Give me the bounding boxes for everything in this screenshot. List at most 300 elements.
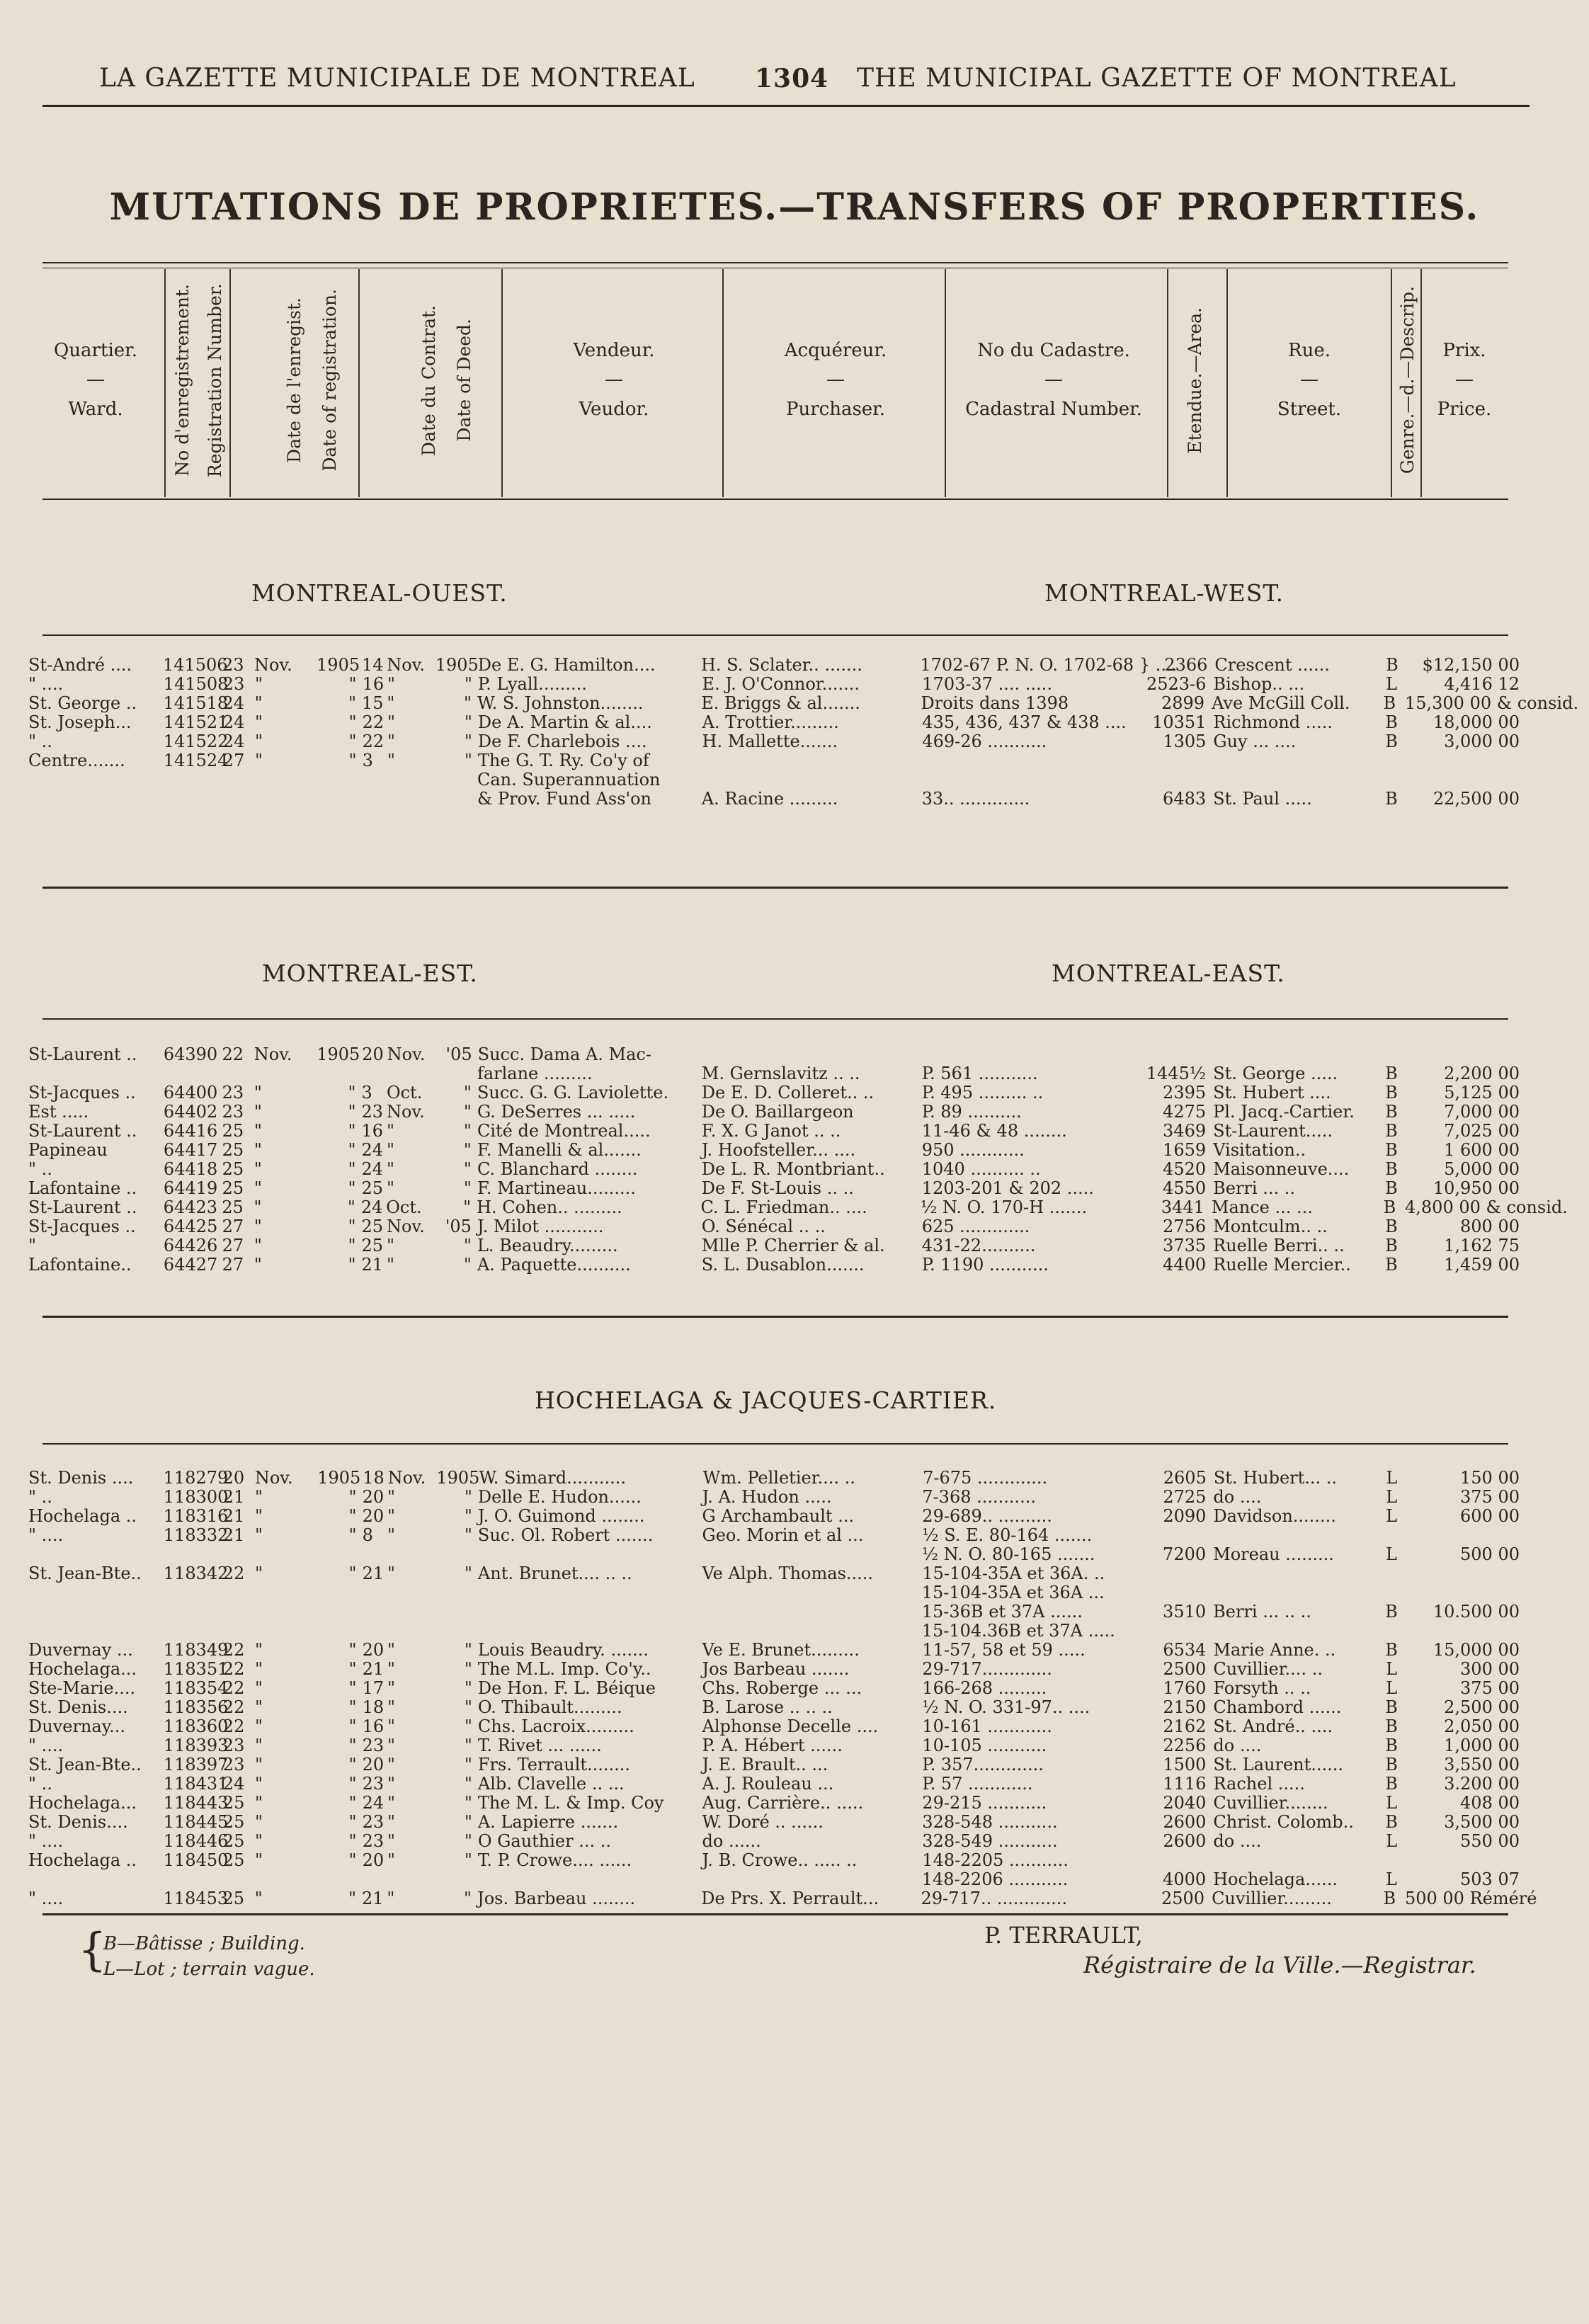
street-cell: St. George ..... bbox=[1213, 1064, 1338, 1083]
purchaser-cell: E. J. O'Connor....... bbox=[702, 674, 860, 694]
deed-day: 25 bbox=[361, 1217, 384, 1236]
reg-year bbox=[317, 1622, 358, 1641]
deed-month: " bbox=[387, 1487, 395, 1507]
cadastre-cell bbox=[919, 1045, 1144, 1064]
purchaser-cell: De Prs. X. Perrault... bbox=[701, 1889, 879, 1908]
vendor-cell: Louis Beaudry. ....... bbox=[477, 1640, 649, 1660]
section-heading-en: MONTREAL-EAST. bbox=[1052, 959, 1285, 987]
table-row bbox=[28, 1717, 1522, 1736]
table-row bbox=[28, 1622, 1522, 1641]
cadastre-cell: 10-105 ........... bbox=[922, 1736, 1047, 1755]
reg-year: " bbox=[348, 1563, 357, 1583]
table-row bbox=[28, 1103, 1522, 1122]
area-cell bbox=[1144, 1851, 1209, 1870]
ward-cell bbox=[28, 1870, 161, 1889]
ward-cell: St. Jean-Bte.. bbox=[28, 1563, 142, 1583]
price-cell bbox=[1407, 1045, 1522, 1064]
table-row bbox=[28, 790, 1522, 809]
deed-day bbox=[359, 1870, 387, 1889]
kind-cell: B bbox=[1385, 1774, 1398, 1794]
reg-day: 22 bbox=[222, 1697, 245, 1717]
price-cell: 550 00 bbox=[1460, 1831, 1520, 1851]
table-row bbox=[28, 1217, 1522, 1236]
purchaser-cell: De E. D. Colleret.. .. bbox=[701, 1083, 875, 1103]
reg-year: " bbox=[348, 1774, 357, 1794]
deed-day: 16 bbox=[362, 674, 385, 694]
deed-year: " bbox=[463, 1197, 472, 1217]
table-row bbox=[28, 1141, 1522, 1160]
reg-day: 24 bbox=[222, 731, 245, 751]
registration-number: 118431 bbox=[163, 1774, 229, 1794]
reg-day: 23 bbox=[222, 655, 244, 675]
reg-year: " bbox=[347, 1197, 355, 1217]
street-cell: Rachel ..... bbox=[1213, 1774, 1305, 1794]
kind-cell: B bbox=[1385, 1602, 1398, 1622]
reg-day bbox=[220, 1602, 254, 1622]
vendor-cell bbox=[474, 1602, 699, 1622]
reg-day: 22 bbox=[222, 1716, 245, 1736]
deed-year: " bbox=[464, 674, 472, 694]
registration-number: 118354 bbox=[163, 1678, 229, 1698]
deed-day bbox=[359, 1583, 387, 1602]
vendor-cell: Delle E. Hudon...... bbox=[477, 1487, 642, 1507]
vendor-cell: T. P. Crowe.... ...... bbox=[477, 1850, 632, 1870]
deed-day bbox=[359, 1602, 387, 1622]
reg-month bbox=[254, 770, 317, 790]
price-cell: 1,162 75 bbox=[1444, 1236, 1520, 1255]
kind-cell: B bbox=[1383, 693, 1396, 713]
registration-number: 118342 bbox=[163, 1563, 229, 1583]
vendor-cell: Suc. Ol. Robert ....... bbox=[477, 1525, 654, 1545]
vendor-cell: C. Blanchard ........ bbox=[477, 1159, 638, 1179]
reg-month: " bbox=[254, 1102, 262, 1122]
ward-cell: St. Denis.... bbox=[28, 1812, 128, 1832]
purchaser-cell bbox=[700, 751, 920, 770]
vendor-cell: & Prov. Fund Ass'on bbox=[477, 789, 652, 809]
ward-cell: " .. bbox=[28, 1159, 52, 1179]
area-cell: 2756 bbox=[1163, 1217, 1207, 1236]
purchaser-cell bbox=[699, 1583, 919, 1602]
kind-cell: B bbox=[1385, 1140, 1398, 1160]
ward-cell: St. George .. bbox=[28, 693, 137, 713]
registration-number bbox=[161, 1545, 220, 1564]
kind-cell bbox=[1376, 1622, 1406, 1641]
reg-year: " bbox=[348, 1506, 357, 1526]
price-cell: 4,800 00 & consid. bbox=[1405, 1197, 1568, 1217]
vendor-cell: Ant. Brunet.... .. .. bbox=[477, 1563, 632, 1583]
kind-cell: B bbox=[1385, 1083, 1398, 1103]
deed-month bbox=[387, 1602, 435, 1622]
deed-month: " bbox=[387, 1755, 395, 1775]
area-cell: 3735 bbox=[1163, 1236, 1207, 1255]
reg-year: " bbox=[348, 1121, 356, 1141]
vendor-cell bbox=[474, 1545, 699, 1564]
deed-month: " bbox=[386, 1255, 394, 1275]
registration-number: 141524 bbox=[163, 751, 229, 770]
vendor-cell: P. Lyall......... bbox=[477, 674, 587, 694]
ward-cell: St. Jean-Bte.. bbox=[28, 1755, 142, 1775]
table-row bbox=[28, 675, 1522, 694]
street-cell: Moreau ......... bbox=[1213, 1544, 1334, 1564]
reg-year: " bbox=[348, 751, 357, 770]
col-price: Prix. — Price. bbox=[1437, 339, 1492, 420]
reg-month: " bbox=[254, 1255, 262, 1275]
table-row bbox=[28, 1160, 1522, 1179]
reg-day: 27 bbox=[222, 1255, 244, 1275]
section-heading: HOCHELAGA & JACQUES-CARTIER. bbox=[535, 1386, 997, 1414]
ward-cell: Centre....... bbox=[28, 751, 125, 770]
ward-cell: St-Jacques .. bbox=[28, 1083, 136, 1103]
table-row bbox=[28, 1507, 1522, 1526]
deed-day: 23 bbox=[362, 1774, 385, 1794]
area-cell: 2395 bbox=[1163, 1083, 1207, 1103]
street-cell: St. Hubert .... bbox=[1213, 1083, 1331, 1103]
kind-cell: B bbox=[1385, 1755, 1398, 1775]
street-cell: Forsyth .. .. bbox=[1213, 1678, 1311, 1698]
deed-year: " bbox=[464, 1850, 472, 1870]
ward-cell: Duvernay... bbox=[28, 1716, 125, 1736]
kind-cell: B bbox=[1385, 731, 1398, 751]
running-header-left: LA GAZETTE MUNICIPALE DE MONTREAL bbox=[99, 64, 695, 93]
deed-month: Nov. bbox=[387, 1044, 426, 1064]
deed-month bbox=[387, 1622, 435, 1641]
vendor-cell: De Hon. F. L. Béique bbox=[477, 1678, 656, 1698]
price-cell: 150 00 bbox=[1460, 1468, 1520, 1488]
table-row bbox=[28, 1583, 1522, 1602]
reg-day: 27 bbox=[222, 1217, 244, 1236]
reg-day: 25 bbox=[222, 1121, 244, 1141]
reg-month: " bbox=[255, 731, 263, 751]
registration-number: 141522 bbox=[163, 731, 229, 751]
reg-month bbox=[254, 1870, 317, 1889]
deed-year: " bbox=[463, 1236, 472, 1255]
cadastre-cell: 15-36B et 37A ...... bbox=[921, 1602, 1083, 1622]
deed-month bbox=[387, 1545, 435, 1564]
vendor-cell: The M. L. & Imp. Coy bbox=[477, 1793, 664, 1813]
street-cell: Hochelaga...... bbox=[1213, 1869, 1338, 1889]
deed-month bbox=[387, 1870, 435, 1889]
deed-year: 1905 bbox=[435, 655, 479, 675]
reg-day: 25 bbox=[222, 1178, 244, 1198]
deed-day: 22 bbox=[362, 712, 385, 732]
cadastre-cell: 625 ............. bbox=[921, 1217, 1030, 1236]
running-header-right: THE MUNICIPAL GAZETTE OF MONTREAL bbox=[857, 64, 1457, 93]
price-cell: 3,000 00 bbox=[1444, 731, 1520, 751]
area-cell: 2500 bbox=[1163, 1659, 1207, 1679]
deed-month bbox=[387, 1583, 435, 1602]
vendor-cell: F. Martineau......... bbox=[477, 1178, 636, 1198]
reg-month: " bbox=[255, 1755, 263, 1775]
deed-year: " bbox=[463, 1159, 472, 1179]
kind-cell: L bbox=[1386, 1678, 1398, 1698]
deed-day: 8 bbox=[362, 1525, 373, 1545]
purchaser-cell: P. A. Hébert ...... bbox=[702, 1736, 843, 1755]
reg-month: " bbox=[255, 1506, 263, 1526]
registration-number: 64402 bbox=[163, 1102, 218, 1122]
deed-year: " bbox=[464, 1831, 472, 1851]
purchaser-cell bbox=[699, 1870, 919, 1889]
deed-year: " bbox=[463, 1102, 472, 1122]
street-cell bbox=[1209, 1583, 1376, 1602]
reg-month: " bbox=[255, 1525, 263, 1545]
cadastre-cell: 328-548 ........... bbox=[922, 1812, 1058, 1832]
reg-month: " bbox=[254, 693, 263, 713]
reg-month: Nov. bbox=[254, 655, 292, 675]
reg-day: 22 bbox=[222, 1678, 245, 1698]
deed-month: " bbox=[387, 1563, 395, 1583]
reg-year: " bbox=[348, 1102, 356, 1122]
registration-number: 64423 bbox=[163, 1197, 218, 1217]
kind-cell: B bbox=[1385, 1064, 1398, 1083]
table-row bbox=[28, 770, 1522, 790]
purchaser-cell: Aug. Carrière.. ..... bbox=[702, 1793, 864, 1813]
street-cell bbox=[1209, 770, 1376, 790]
col-reg-en: Registration Number. bbox=[204, 283, 225, 478]
cadastre-cell: 33.. ............. bbox=[921, 789, 1030, 809]
reg-day: 24 bbox=[222, 712, 245, 732]
deed-year: " bbox=[463, 1178, 472, 1198]
reg-day: 25 bbox=[222, 1831, 245, 1851]
kind-cell bbox=[1376, 1583, 1406, 1602]
page-title: MUTATIONS DE PROPRIETES.—TRANSFERS OF PROPERTIES. bbox=[109, 186, 1480, 229]
street-cell: Marie Anne. .. bbox=[1213, 1640, 1336, 1660]
header-col-rule bbox=[1167, 269, 1168, 497]
registration-number: 118279 bbox=[163, 1468, 229, 1488]
signer-name: P. TERRAULT, bbox=[984, 1922, 1143, 1949]
street-cell: do .... bbox=[1213, 1487, 1262, 1507]
registration-number: 118349 bbox=[163, 1640, 229, 1660]
purchaser-cell: S. L. Dusablon....... bbox=[701, 1255, 865, 1275]
vendor-cell: G. DeSerres ... ..... bbox=[477, 1102, 636, 1122]
ward-cell: Est ..... bbox=[28, 1102, 89, 1122]
cadastre-cell: 469-26 ........... bbox=[922, 731, 1047, 751]
purchaser-cell: Jos Barbeau ....... bbox=[702, 1659, 850, 1679]
reg-day: 25 bbox=[222, 1793, 245, 1813]
reg-year bbox=[317, 1545, 358, 1564]
table-row bbox=[28, 732, 1522, 751]
reg-day: 27 bbox=[222, 1236, 244, 1255]
purchaser-cell bbox=[699, 1602, 919, 1622]
reg-year: " bbox=[348, 1640, 357, 1660]
purchaser-cell: O. Sénécal .. .. bbox=[701, 1217, 826, 1236]
registration-number: 64390 bbox=[163, 1044, 218, 1064]
deed-day: 24 bbox=[361, 1159, 384, 1179]
table-row bbox=[28, 1660, 1522, 1679]
col-purchaser: Acquéreur. — Purchaser. bbox=[784, 339, 887, 420]
deed-year: " bbox=[464, 1525, 472, 1545]
reg-year bbox=[317, 770, 358, 790]
deed-year: " bbox=[464, 1678, 472, 1698]
area-cell: 1760 bbox=[1163, 1678, 1207, 1698]
registration-number: 118445 bbox=[163, 1812, 229, 1832]
price-cell: 375 00 bbox=[1460, 1487, 1520, 1507]
cadastre-cell: P. 495 ......... .. bbox=[921, 1083, 1044, 1103]
street-cell: Pl. Jacq.-Cartier. bbox=[1213, 1102, 1355, 1122]
deed-month: " bbox=[387, 1640, 395, 1660]
ward-cell: " .... bbox=[28, 1525, 64, 1545]
reg-year: " bbox=[348, 731, 357, 751]
area-cell: 4275 bbox=[1163, 1102, 1207, 1122]
vendor-cell bbox=[474, 1870, 699, 1889]
street-cell: Berri ... .. bbox=[1213, 1178, 1295, 1198]
deed-month: " bbox=[387, 731, 395, 751]
registration-number: 118332 bbox=[163, 1525, 229, 1545]
deed-year: " bbox=[464, 1812, 472, 1832]
kind-cell bbox=[1376, 1851, 1406, 1870]
ward-cell: St-Laurent .. bbox=[28, 1044, 137, 1064]
table-row bbox=[28, 1775, 1522, 1794]
vendor-cell: farlane ......... bbox=[477, 1064, 593, 1083]
cadastre-cell: 29-215 ........... bbox=[922, 1793, 1047, 1813]
deed-year: " bbox=[464, 1889, 472, 1908]
reg-year: " bbox=[348, 1487, 357, 1507]
reg-day: 25 bbox=[222, 1159, 244, 1179]
price-cell: 10.500 00 bbox=[1433, 1602, 1520, 1622]
price-cell: 18,000 00 bbox=[1433, 712, 1520, 732]
deed-day: 20 bbox=[362, 1487, 385, 1507]
ward-cell bbox=[28, 1583, 161, 1602]
reg-day: 25 bbox=[222, 1197, 244, 1217]
header-bottom-rule bbox=[42, 499, 1508, 500]
reg-month: " bbox=[255, 712, 263, 732]
kind-cell: B bbox=[1383, 1197, 1396, 1217]
deed-year: " bbox=[463, 1121, 472, 1141]
kind-cell: L bbox=[1386, 1468, 1398, 1488]
header-col-rule bbox=[358, 269, 360, 497]
header-col-rule bbox=[1226, 269, 1228, 497]
cadastre-cell: 11-57, 58 et 59 ..... bbox=[922, 1640, 1086, 1660]
kind-cell: B bbox=[1385, 1217, 1398, 1236]
area-cell: 2523-6 bbox=[1146, 674, 1207, 694]
deed-year bbox=[435, 1870, 474, 1889]
area-cell: 2725 bbox=[1163, 1487, 1207, 1507]
reg-day: 22 bbox=[222, 1563, 245, 1583]
reg-month: " bbox=[255, 1563, 263, 1583]
reg-month: " bbox=[255, 1793, 263, 1813]
deed-month bbox=[387, 1064, 435, 1083]
reg-day bbox=[220, 1870, 254, 1889]
purchaser-cell: Ve Alph. Thomas..... bbox=[702, 1563, 874, 1583]
purchaser-cell: B. Larose .. .. .. bbox=[702, 1697, 833, 1717]
cadastre-cell: 166-268 ......... bbox=[922, 1678, 1047, 1698]
transfers-table-hochelaga bbox=[28, 1468, 1537, 1908]
reg-month: " bbox=[255, 1487, 263, 1507]
cadastre-cell: ½ S. E. 80-164 ....... bbox=[922, 1525, 1093, 1545]
deed-year bbox=[435, 790, 474, 809]
cadastre-cell: 11-46 & 48 ........ bbox=[921, 1121, 1067, 1141]
vendor-cell: F. Manelli & al....... bbox=[477, 1140, 642, 1160]
area-cell: 2366 bbox=[1164, 655, 1208, 675]
reg-year bbox=[317, 1583, 358, 1602]
purchaser-cell: Geo. Morin et al ... bbox=[702, 1525, 864, 1545]
price-cell: 1 600 00 bbox=[1444, 1140, 1520, 1160]
purchaser-cell: De F. St-Louis .. .. bbox=[701, 1178, 854, 1198]
street-cell: St. Hubert... .. bbox=[1213, 1468, 1338, 1488]
deed-day: 20 bbox=[362, 1850, 385, 1870]
reg-month: " bbox=[255, 1831, 263, 1851]
deed-month: " bbox=[387, 1850, 395, 1870]
ward-cell: Hochelaga .. bbox=[28, 1506, 137, 1526]
purchaser-cell: De L. R. Montbriant.. bbox=[701, 1159, 885, 1179]
kind-cell: L bbox=[1386, 1487, 1398, 1507]
street-cell: Crescent ...... bbox=[1214, 655, 1330, 675]
reg-day bbox=[220, 1583, 254, 1602]
price-cell: 3.200 00 bbox=[1444, 1774, 1520, 1794]
vendor-cell bbox=[474, 1583, 699, 1602]
reg-month: " bbox=[254, 1159, 262, 1179]
cadastre-cell: 950 ............ bbox=[921, 1140, 1025, 1160]
reg-month: " bbox=[254, 1236, 262, 1255]
cadastre-cell: P. 357............. bbox=[922, 1755, 1044, 1775]
header-col-rule bbox=[1391, 269, 1392, 497]
vendor-cell: Cité de Montreal..... bbox=[477, 1121, 651, 1141]
registration-number: 64426 bbox=[163, 1236, 218, 1255]
cadastre-cell bbox=[919, 751, 1144, 770]
signer-role: Régistraire de la Ville.—Registrar. bbox=[1083, 1952, 1476, 1978]
col-kind: Genre.—d.—Descrip. bbox=[1396, 286, 1418, 474]
deed-year bbox=[435, 1622, 474, 1641]
deed-day: 21 bbox=[362, 1659, 385, 1679]
registration-number: 141521 bbox=[163, 712, 229, 732]
cadastre-cell: 15-104-35A et 36A ... bbox=[921, 1583, 1105, 1602]
ward-cell: " .. bbox=[28, 1774, 52, 1794]
reg-month: " bbox=[255, 674, 263, 694]
street-cell: Maisonneuve.... bbox=[1213, 1159, 1350, 1179]
table-row bbox=[28, 1469, 1522, 1488]
deed-month: " bbox=[387, 1793, 395, 1813]
table-row bbox=[28, 1064, 1522, 1083]
reg-month: " bbox=[254, 1197, 262, 1217]
price-cell bbox=[1407, 1622, 1522, 1641]
reg-year bbox=[317, 1870, 358, 1889]
kind-cell: B bbox=[1385, 1716, 1398, 1736]
reg-day: 25 bbox=[222, 1812, 245, 1832]
registration-number: 118356 bbox=[163, 1697, 229, 1717]
registration-number bbox=[161, 770, 220, 790]
deed-day: 21 bbox=[361, 1255, 384, 1275]
kind-cell: B bbox=[1385, 1236, 1398, 1255]
col-deed-fr: Date du Contrat. bbox=[418, 304, 439, 456]
registration-number: 64416 bbox=[163, 1121, 218, 1141]
registration-number bbox=[161, 1870, 220, 1889]
table-row bbox=[28, 1564, 1522, 1583]
area-cell: 2040 bbox=[1163, 1793, 1207, 1813]
deed-year bbox=[435, 1064, 474, 1083]
purchaser-cell bbox=[699, 1622, 919, 1641]
deed-day bbox=[359, 1064, 387, 1083]
reg-month: Nov. bbox=[254, 1468, 293, 1488]
price-cell: 1,459 00 bbox=[1444, 1255, 1520, 1275]
deed-year: " bbox=[464, 1506, 472, 1526]
deed-year: " bbox=[464, 1563, 472, 1583]
price-cell bbox=[1407, 751, 1522, 770]
area-cell: 3469 bbox=[1163, 1121, 1207, 1141]
cadastre-cell: 435, 436, 437 & 438 .... bbox=[922, 712, 1127, 732]
purchaser-cell: do ...... bbox=[702, 1831, 761, 1851]
area-cell: 2600 bbox=[1163, 1831, 1207, 1851]
street-cell: St. André.. .... bbox=[1213, 1716, 1333, 1736]
deed-month: " bbox=[387, 1812, 395, 1832]
registration-number: 64425 bbox=[163, 1217, 218, 1236]
registration-number: 118351 bbox=[163, 1659, 229, 1679]
registration-number: 118397 bbox=[163, 1755, 229, 1775]
section-rule bbox=[42, 1443, 1508, 1445]
price-cell: 500 00 Réméré bbox=[1404, 1889, 1537, 1908]
ward-cell: St-André .... bbox=[28, 655, 132, 675]
vendor-cell: Succ. G. G. Laviolette. bbox=[477, 1083, 669, 1103]
reg-month bbox=[254, 1583, 317, 1602]
deed-month: " bbox=[387, 1697, 395, 1717]
